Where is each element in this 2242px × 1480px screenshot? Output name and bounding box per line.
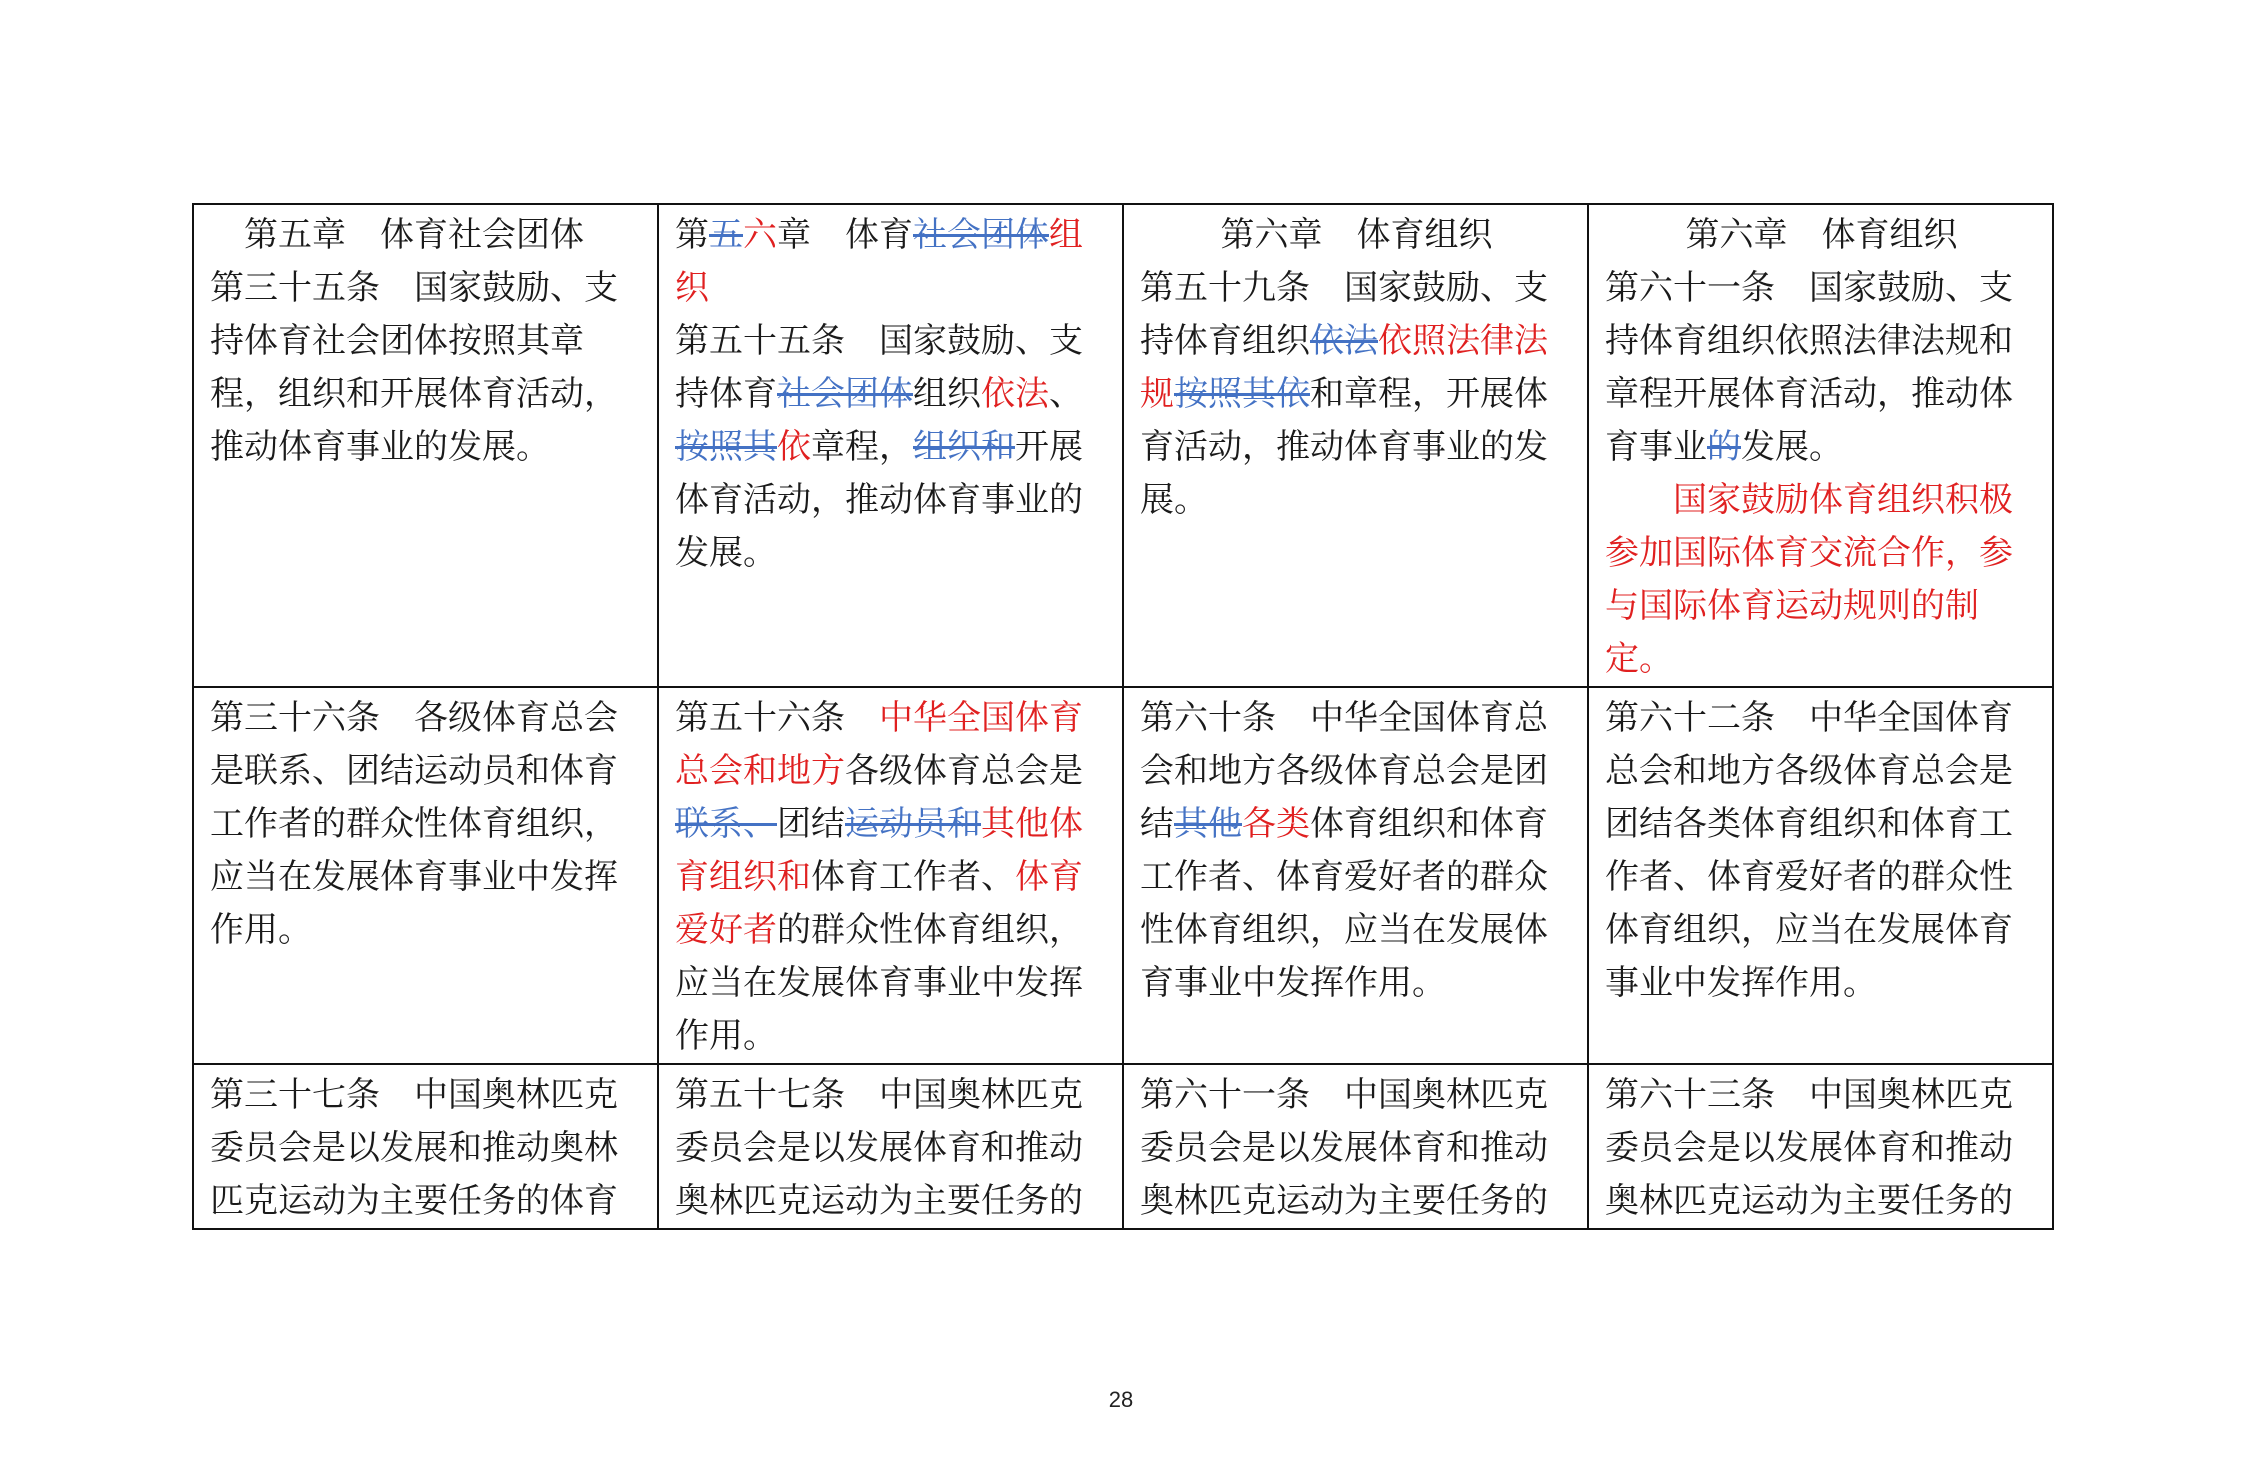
deleted-text: 组织和 — [913, 427, 1015, 467]
table-cell — [658, 204, 1123, 687]
text-run: 、 — [1049, 374, 1083, 414]
text-run: 第六十二条 中华全国体育总会和地方各级体育总会是团结各类体育组织和体育工作者、体育爱好者的群众性体育组织，应当在发展体育事业中发挥作用。 — [1605, 698, 2013, 1003]
text-run: 各级体育总会是 — [845, 751, 1083, 791]
deleted-text: 的 — [1707, 427, 1741, 467]
cell-paragraph — [1140, 209, 1573, 262]
table-cell — [1123, 687, 1588, 1064]
text-run: 第六十一条 中国奥林匹克委员会是以发展体育和推动奥林匹克运动为主要任务的 — [1140, 1075, 1548, 1221]
table-cell — [1123, 204, 1588, 687]
text-run: 第六十一条 国家鼓励、支持体育组织依照法律法规和章程开展体育活动，推动体育事业 — [1605, 268, 2013, 467]
table-row — [193, 1064, 2053, 1229]
text-run: 第五十五条 国家鼓励、支持体育 — [675, 321, 1083, 414]
text-run: 第五章 体育社会团体 — [244, 215, 584, 255]
table-cell — [193, 687, 658, 1064]
cell-paragraph — [210, 1069, 643, 1228]
table-cell — [658, 1064, 1123, 1229]
inserted-text: 依 — [777, 427, 811, 467]
inserted-text: 组织 — [675, 215, 1083, 308]
text-run: 第五十七条 中国奥林匹克委员会是以发展体育和推动奥林匹克运动为主要任务的 — [675, 1075, 1083, 1221]
deleted-text: 依法 — [1310, 321, 1378, 361]
text-run: 章 体育 — [777, 215, 913, 255]
cell-paragraph — [210, 692, 643, 957]
table-row — [193, 687, 2053, 1064]
deleted-text: 五 — [709, 215, 743, 255]
cell-paragraph — [1605, 209, 2038, 262]
inserted-text: 六 — [743, 215, 777, 255]
text-run: 的群众性体育组织，应当在发展体育事业中发挥作用。 — [675, 910, 1083, 1056]
deleted-text: 运动员和 — [845, 804, 981, 844]
cell-paragraph — [1140, 692, 1573, 1010]
cell-paragraph — [1605, 1069, 2038, 1228]
cell-paragraph — [1605, 262, 2038, 474]
deleted-text: 按照其 — [675, 427, 777, 467]
deleted-text: 社会团体 — [913, 215, 1049, 255]
inserted-text: 依法 — [981, 374, 1049, 414]
cell-paragraph — [210, 262, 643, 474]
inserted-text: 体育爱好者 — [675, 857, 1083, 950]
text-run: 第六章 体育组织 — [1220, 215, 1493, 255]
text-run: 第六十条 中华全国体育总会和地方各级体育总会是团结 — [1140, 698, 1548, 844]
inserted-text: 国家鼓励体育组织积极参加国际体育交流合作，参与国际体育运动规则的制定。 — [1605, 480, 2013, 679]
text-run: 发展。 — [1741, 427, 1843, 467]
deleted-text: 其他 — [1174, 804, 1242, 844]
text-run: 第 — [675, 215, 709, 255]
inserted-text: 中华全国体育总会和地方 — [675, 698, 1083, 791]
cell-paragraph — [1140, 1069, 1573, 1228]
text-run: 和章程，开展体育活动，推动体育事业的发展。 — [1140, 374, 1548, 520]
table-cell — [658, 687, 1123, 1064]
inserted-text: 各类 — [1242, 804, 1310, 844]
text-run: 第三十六条 各级体育总会是联系、团结运动员和体育工作者的群众性体育组织，应当在发展体育事业中发挥作用。 — [210, 698, 618, 950]
table-cell — [193, 1064, 658, 1229]
text-run: 第五十六条 — [675, 698, 879, 738]
text-run: 组织 — [913, 374, 981, 414]
page-number: 28 — [1108, 1387, 1134, 1412]
cell-paragraph — [675, 1069, 1108, 1228]
comparison-table — [192, 203, 2054, 1230]
table-cell — [1123, 1064, 1588, 1229]
text-run: 第三十七条 中国奥林匹克委员会是以发展和推动奥林匹克运动为主要任务的体育 — [210, 1075, 618, 1221]
inserted-text: 依照法律法规 — [1140, 321, 1548, 414]
text-run: 章程， — [811, 427, 913, 467]
table-cell — [1588, 204, 2053, 687]
text-run: 第三十五条 国家鼓励、支持体育社会团体按照其章程，组织和开展体育活动，推动体育事业的发展。 — [210, 268, 618, 467]
table-row — [193, 204, 2053, 687]
text-run: 体育组织和体育工作者、体育爱好者的群众性体育组织，应当在发展体育事业中发挥作用。 — [1140, 804, 1548, 1003]
deleted-text: 联系、 — [675, 804, 777, 844]
cell-paragraph — [210, 209, 643, 262]
inserted-text: 其他体育组织和 — [675, 804, 1083, 897]
table-cell — [193, 204, 658, 687]
cell-paragraph — [1140, 262, 1573, 527]
text-run: 第五十九条 国家鼓励、支持体育组织 — [1140, 268, 1548, 361]
cell-paragraph — [1605, 474, 2038, 686]
comparison-table-body — [193, 204, 2053, 1229]
text-run: 团结 — [777, 804, 845, 844]
deleted-text: 按照其依 — [1174, 374, 1310, 414]
table-cell — [1588, 687, 2053, 1064]
text-run: 开展体育活动，推动体育事业的发展。 — [675, 427, 1083, 573]
text-run: 第六十三条 中国奥林匹克委员会是以发展体育和推动奥林匹克运动为主要任务的 — [1605, 1075, 2013, 1221]
cell-paragraph — [1605, 692, 2038, 1010]
cell-paragraph — [675, 315, 1108, 580]
cell-paragraph — [675, 692, 1108, 1063]
table-cell — [1588, 1064, 2053, 1229]
text-run: 第六章 体育组织 — [1685, 215, 1958, 255]
cell-paragraph — [675, 209, 1108, 315]
text-run: 体育工作者、 — [811, 857, 1015, 897]
deleted-text: 社会团体 — [777, 374, 913, 414]
